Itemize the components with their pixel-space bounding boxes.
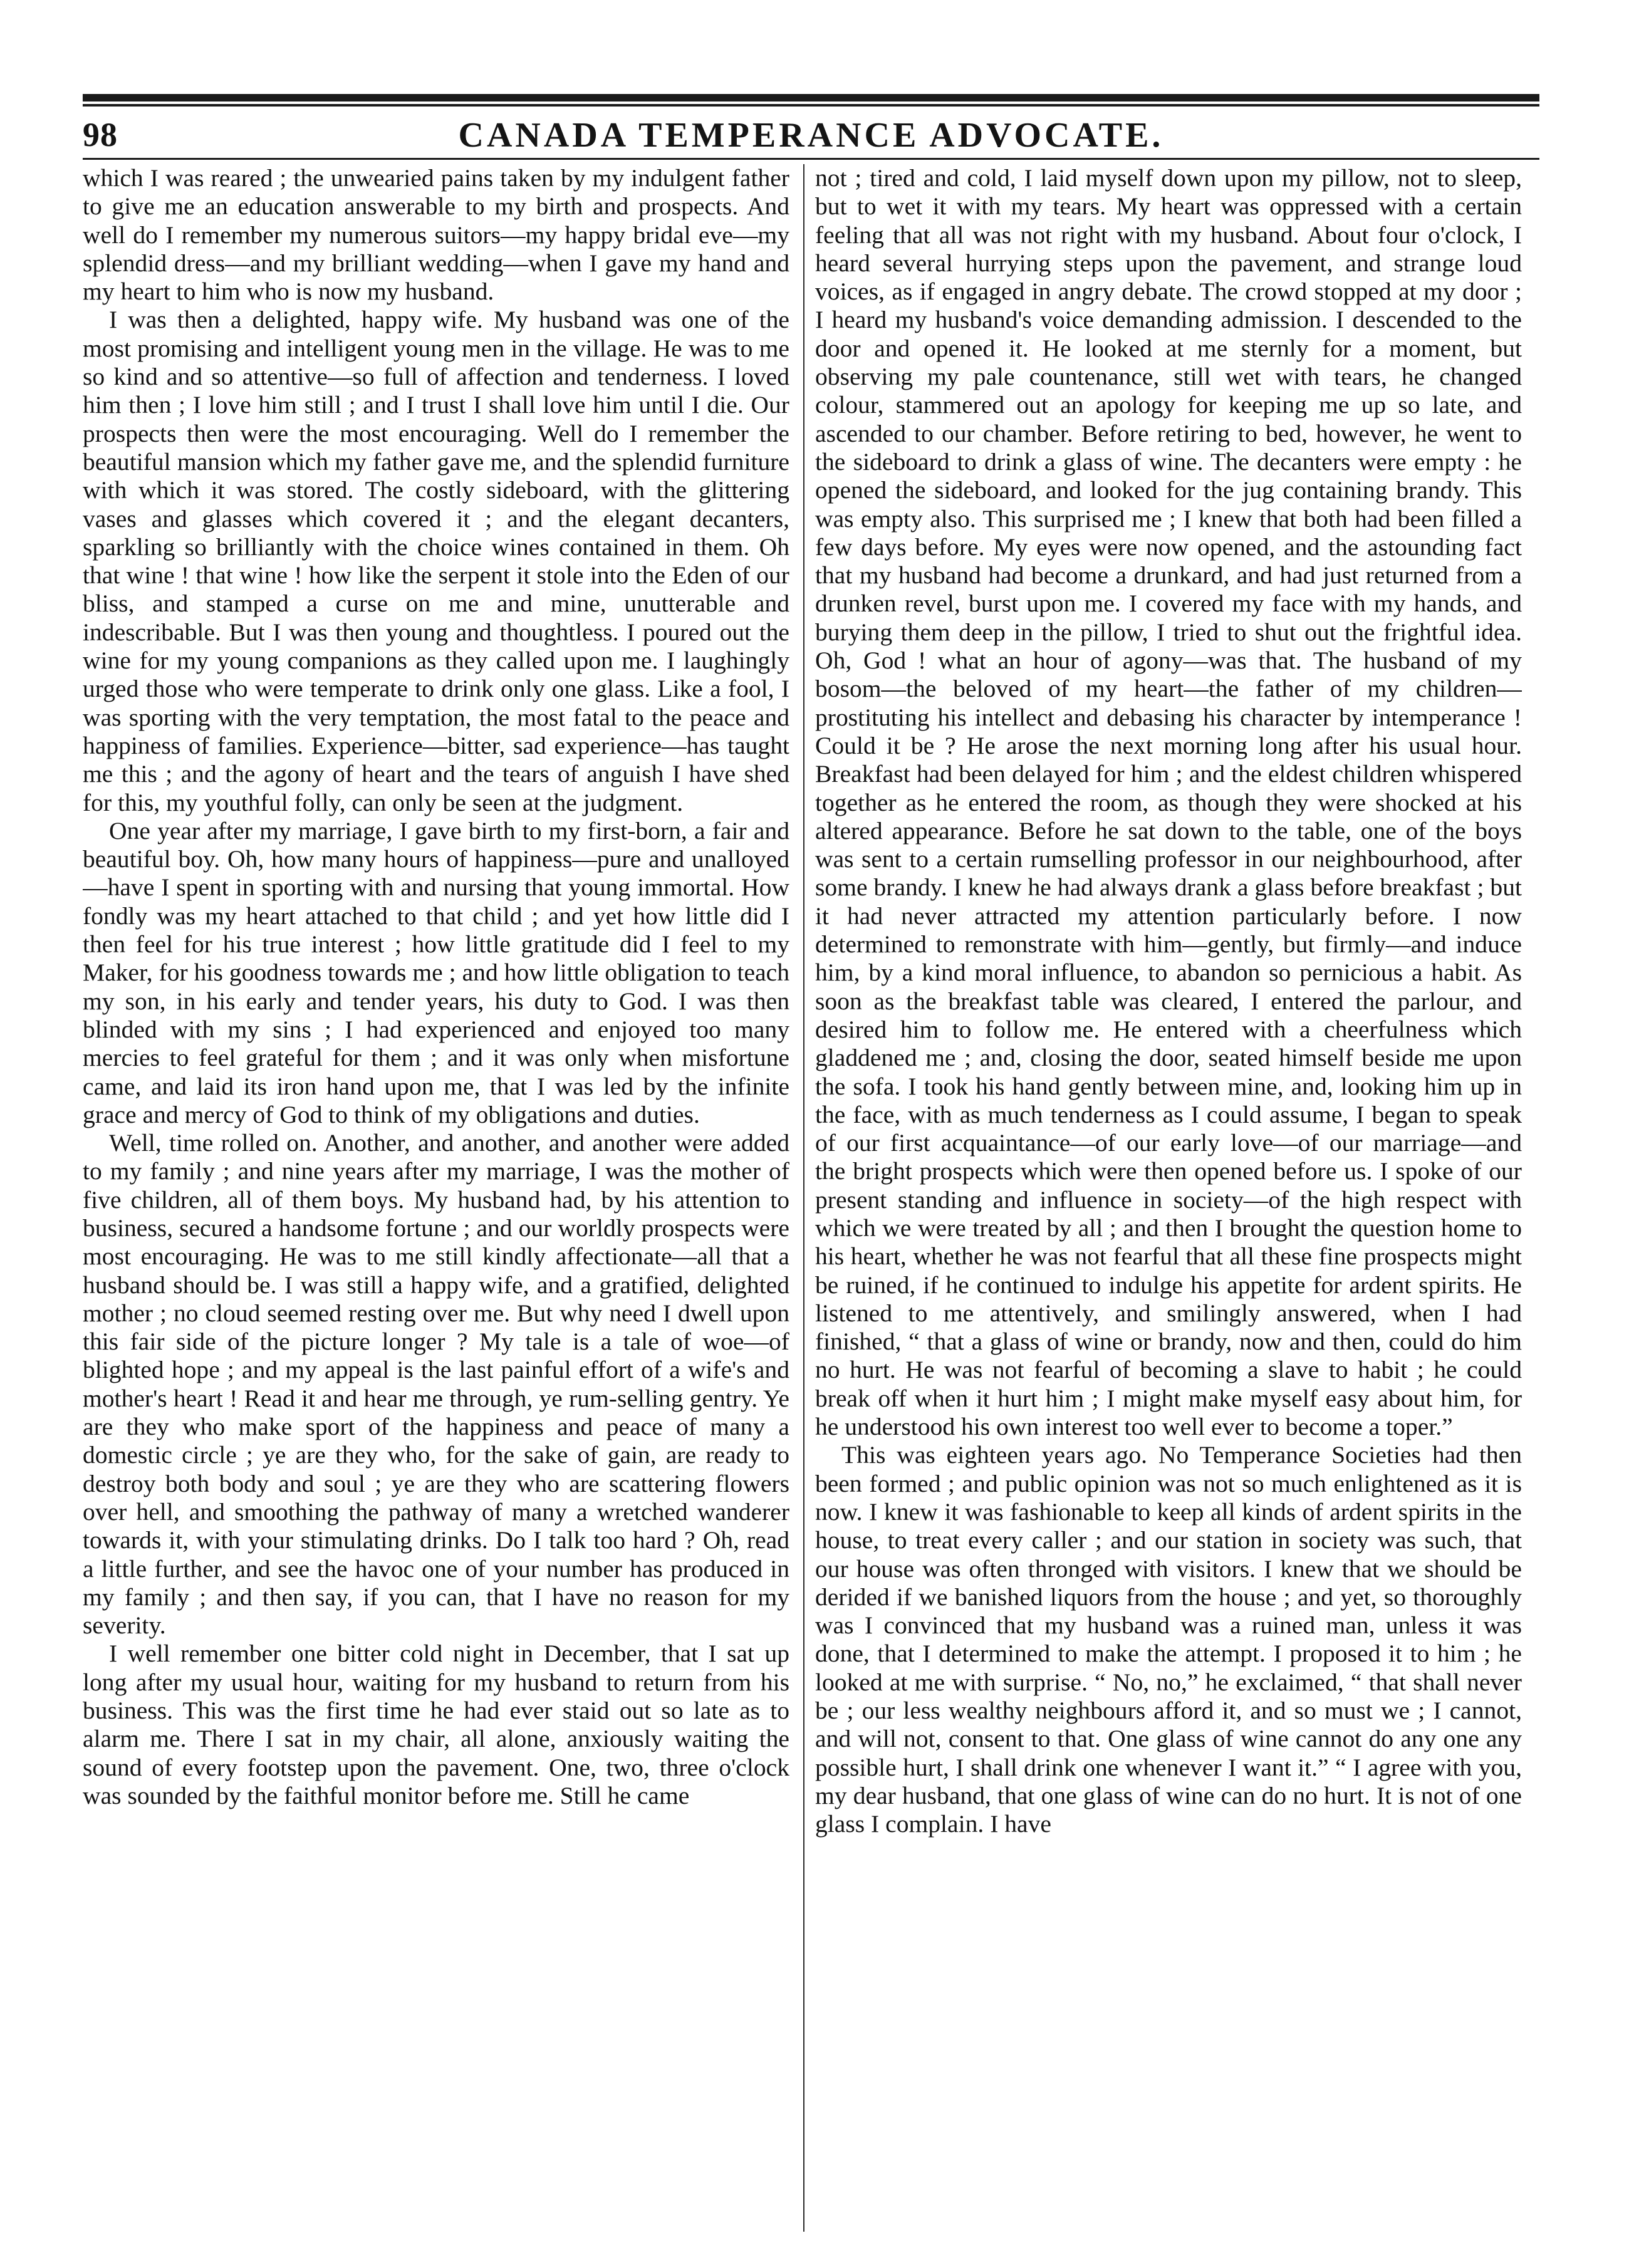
page-number: 98	[83, 116, 118, 153]
paragraph: Well, time rolled on. Another, and another, and another were added to my family ; and nine years after my marriage, I was the mother of five children, all of them boys. My husband had, by his attention to business, secured a handsome fortune ; and our worldly prospects were most encouraging. He was to me still kindly affectionate—all that a husband should be. I was still a happy wife, and a gratified, delighted mother ; no cloud seemed resting over me. But why need I dwell upon this fair side of the picture longer ? My tale is a tale of woe—of blighted hope ; and my appeal is the last painful effort of a wife's and mother's heart ! Read it and hear me through, ye rum-selling gentry. Ye are they who make sport of the happiness and peace of many a domestic circle ; ye are they who, for the sake of gain, are ready to destroy both body and soul ; ye are they who are scattering flowers over hell, and smoothing the pathway of many a wretched wanderer towards it, with your stimulating drinks. Do I talk too hard ? Oh, read a little further, and see the havoc one of your number has produced in my family ; and then say, if you can, that I have no reason for my severity.	[83, 1129, 789, 1640]
header-bottom-rule	[83, 158, 1539, 160]
paragraph: I well remember one bitter cold night in December, that I sat up long after my usual hour, waiting for my husband to return from his business. This was the first time he had ever staid out so late as to alarm me. There I sat in my chair, all alone, anxiously waiting the sound of every footstep upon the pavement. One, two, three o'clock was sounded by the faithful monitor before me. Still he came	[83, 1640, 789, 1809]
paragraph: One year after my marriage, I gave birth to my first-born, a fair and beautiful boy. Oh, how many hours of happiness—pure and unalloyed—have I spent in sporting with and nursing that young immortal. How fondly was my heart attached to that child ; and yet how little did I then feel for his true interest ; how little gratitude did I feel to my Maker, for his goodness towards me ; and how little obligation to teach my son, in his early and tender years, his duty to God. I was then blinded with my sins ; I had experienced and enjoyed too many mercies to feel grateful for them ; and it was only when misfortune came, and laid its iron hand upon me, that I was led by the infinite grace and mercy of God to think of my obligations and duties.	[83, 816, 789, 1128]
paragraph: which I was reared ; the unwearied pains taken by my indulgent father to give me an education answerable to my birth and prospects. And well do I remember my numerous suitors—my happy bridal eve—my splendid dress—and my brilliant wedding—when I gave my hand and my heart to him who is now my husband.	[83, 164, 789, 306]
column-divider	[803, 164, 804, 2232]
paragraph: This was eighteen years ago. No Temperance Societies had then been formed ; and public opinion was not so much enlightened as it is now. I knew it was fashionable to keep all kinds of ardent spirits in the house, to treat every caller ; and our station in society was such, that our house was often thronged with visitors. I knew that we should be derided if we banished liquors from the house ; and yet, so thoroughly was I convinced that my husband was a ruined man, unless it was done, that I determined to make the attempt. I proposed it to him ; he looked at me with surprise. “ No, no,” he exclaimed, “ that shall never be ; our less wealthy neighbours afford it, and so must we ; I cannot, and will not, consent to that. One glass of wine cannot do any one any possible hurt, I shall drink one whenever I want it.” “ I agree with you, my dear husband, that one glass of wine can do no hurt. It is not of one glass I complain. I have	[815, 1441, 1522, 1838]
paragraph: I was then a delighted, happy wife. My husband was one of the most promising and intelligent young men in the village. He was to me so kind and so attentive—so full of affection and tenderness. I loved him then ; I love him still ; and I trust I shall love him until I die. Our prospects then were the most encouraging. Well do I remember the beautiful mansion which my father gave me, and the splendid furniture with which it was stored. The costly sideboard, with the glittering vases and glasses which covered it ; and the elegant decanters, sparkling so brilliantly with the choice wines contained in them. Oh that wine ! that wine ! how like the serpent it stole into the Eden of our bliss, and stamped a curse on me and mine, unutterable and indescribable. But I was then young and thoughtless. I poured out the wine for my young companions as they called upon me. I laughingly urged those who were temperate to drink only one glass. Like a fool, I was sporting with the very temptation, the most fatal to the peace and happiness of families. Experience—bitter, sad experience—has taught me this ; and the agony of heart and the tears of anguish I have shed for this, my youthful folly, can only be seen at the judgment.	[83, 306, 789, 816]
running-title: CANADA TEMPERANCE ADVOCATE.	[458, 116, 1164, 155]
paragraph: not ; tired and cold, I laid myself down upon my pillow, not to sleep, but to wet it with my tears. My heart was oppressed with a certain feeling that all was not right with my husband. About four o'clock, I heard several hurrying steps upon the pavement, and strange loud voices, as if engaged in angry debate. The crowd stopped at my door ; I heard my husband's voice demanding admission. I descended to the door and opened it. He looked at me sternly for a moment, but observing my pale countenance, still wet with tears, he changed colour, stammered out an apology for keeping me up so late, and ascended to our chamber. Before retiring to bed, however, he went to the sideboard to drink a glass of wine. The decanters were empty : he opened the sideboard, and looked for the jug containing brandy. This was empty also. This surprised me ; I knew that both had been filled a few days before. My eyes were now opened, and the astounding fact that my husband had become a drunkard, and had just returned from a drunken revel, burst upon me. I covered my face with my hands, and burying them deep in the pillow, I tried to shut out the frightful idea. Oh, God ! what an hour of agony—was that. The husband of my bosom—the beloved of my heart—the father of my children—prostituting his intellect and debasing his character by intemperance ! Could it be ? He arose the next morning long after his usual hour. Breakfast had been delayed for him ; and the eldest children whispered together as he entered the room, as though they were shocked at his altered appearance. Before he sat down to the table, one of the boys was sent to a certain rumselling professor in our neighbourhood, after some brandy. I knew he had always drank a glass before breakfast ; but it had never attracted my attention particularly before. I now determined to remonstrate with him—gently, but firmly—and induce him, by a kind moral influence, to abandon so pernicious a habit. As soon as the breakfast table was cleared, I entered the parlour, and desired him to follow me. He entered with a cheerfulness which gladdened me ; and, closing the door, seated himself beside me upon the sofa. I took his hand gently between mine, and, looking him up in the face, with as much tenderness as I could assume, I began to speak of our first acquaintance—of our early love—of our marriage—and the bright prospects which were then opened before us. I spoke of our present standing and influence in society—of the high respect with which we were treated by all ; and then I brought the question home to his heart, whether he was not fearful that all these fine prospects might be ruined, if he continued to indulge his appetite for ardent spirits. He listened to me attentively, and smilingly answered, when I had finished, “ that a glass of wine or brandy, now and then, could do him no hurt. He was not fearful of becoming a slave to habit ; he could break off when it hurt him ; I might make myself easy about him, for he understood his own interest too well ever to become a toper.”	[815, 164, 1522, 1441]
page-header	[83, 112, 1539, 157]
right-column	[815, 164, 1522, 2232]
header-top-rule-thin	[83, 104, 1539, 107]
header-top-rule	[83, 94, 1539, 101]
left-column	[83, 164, 789, 2232]
